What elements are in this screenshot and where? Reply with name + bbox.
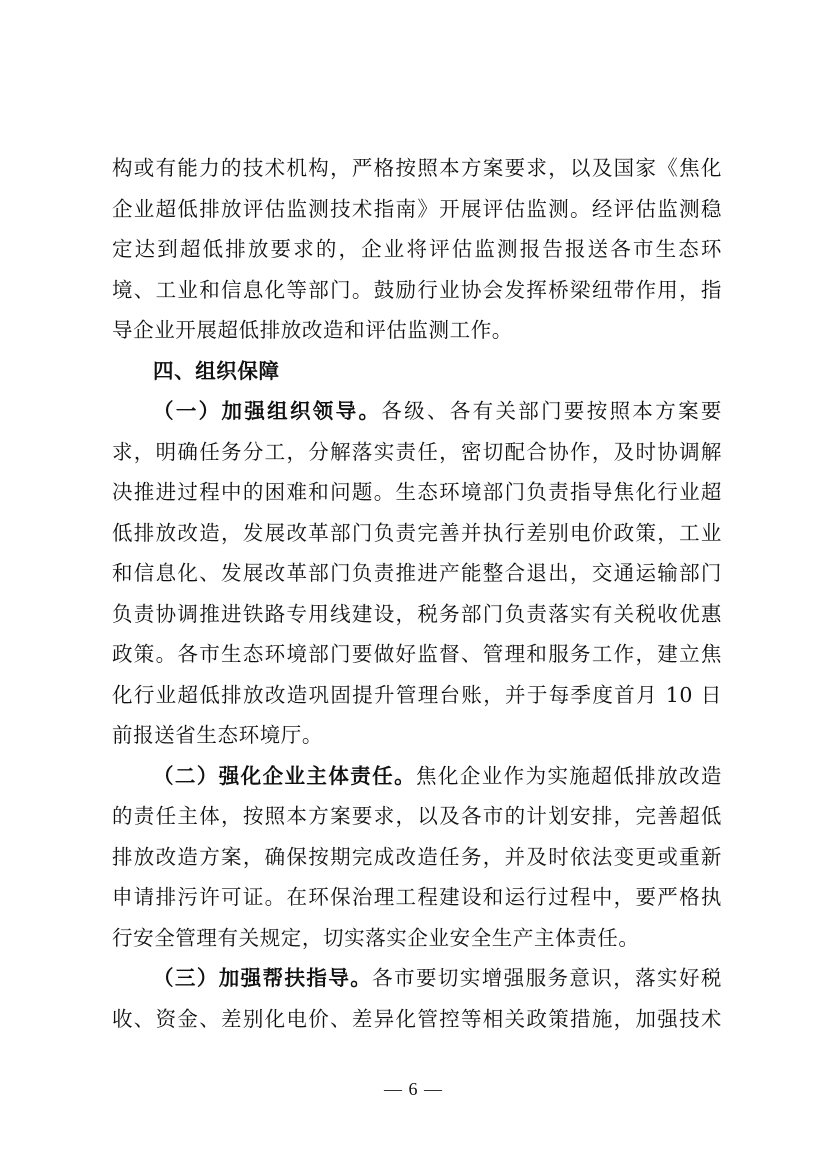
page-number: — 6 — <box>384 1079 443 1099</box>
paragraph-assistance-guidance-text: 各市要切实增强服务意识，落实好税收、资金、差别化电价、差异化管控等相关政策措施，加强技术 <box>112 966 722 1031</box>
paragraph-enterprise-responsibility-text: 焦化企业作为实施超低排放改造的责任主体，按照本方案要求，以及各市的计划安排，完善超低排放改造方案，确保按期完成改造任务，并及时依法变更或重新申请排污许可证。在环保治理工程建设和运行过程中，要严格执行安全管理有关规定，切实落实企业安全生产主体责任。 <box>112 763 723 950</box>
paragraph-assistance-guidance <box>112 958 722 1039</box>
document-body <box>112 148 722 1039</box>
subheading-assistance-guidance: （三）加强帮扶指导。 <box>153 966 373 990</box>
paragraph-leadership <box>112 391 722 756</box>
paragraph-continuation: 构或有能力的技术机构，严格按照本方案要求，以及国家《焦化企业超低排放评估监测技术指南》开展评估监测。经评估监测稳定达到超低排放要求的，企业将评估监测报告报送各市生态环境、工业和信息化等部门。鼓励行业协会发挥桥梁纽带作用，指导企业开展超低排放改造和评估监测工作。 <box>112 156 722 342</box>
subheading-leadership: （一）加强组织领导。 <box>153 399 382 423</box>
subheading-enterprise-responsibility: （二）强化企业主体责任。 <box>153 763 416 788</box>
section-heading-organization: 四、组织保障 <box>153 358 280 383</box>
paragraph-enterprise-responsibility <box>112 756 722 959</box>
paragraph-leadership-text: 各级、各有关部门要按照本方案要求，明确任务分工，分解落实责任，密切配合协作，及时协调解决推进过程中的困难和问题。生态环境部门负责指导焦化行业超低排放改造，发展改革部门负责完善并执行差别电价政策，工业和信息化、发展改革部门负责推进产能整合退出，交通运输部门负责协调推进铁路专用线建设，税务部门负责落实有关税收优惠政策。各市生态环境部门要做好监督、管理和服务工作，建立焦化行业超低排放改造巩固提升管理台账，并于每季度首月 10 日前报送省生态环境厅。 <box>112 399 723 747</box>
